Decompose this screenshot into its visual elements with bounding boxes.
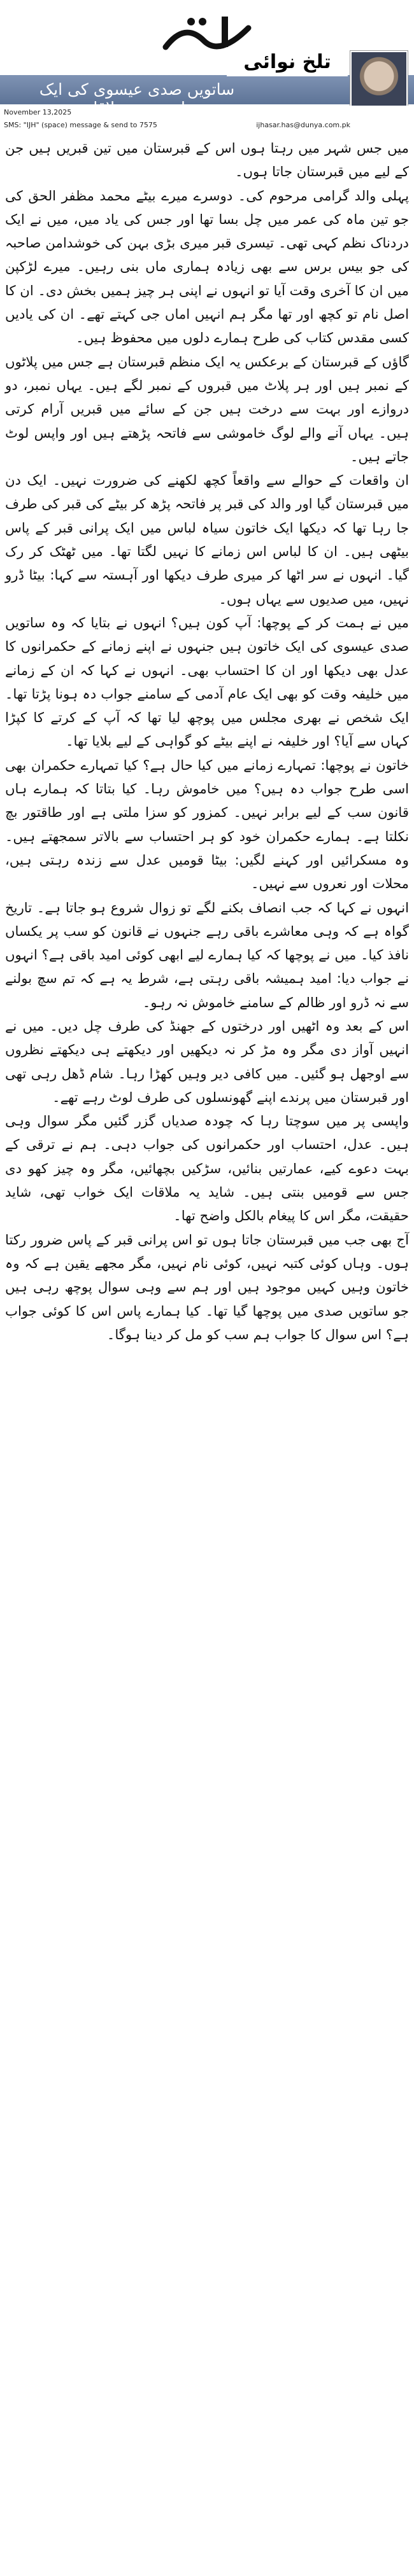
author-email: ijhasar.has@dunya.com.pk — [256, 121, 350, 129]
headline: ساتویں صدی عیسوی کی ایک — [39, 80, 235, 99]
paragraph: گاؤں کے قبرستان کے برعکس یہ ایک منظم قبرستان ہے جس میں پلاٹوں کے نمبر ہیں اور ہر پلاٹ میں قبروں کے نمبر لگے ہیں۔ یہاں نمبر، دو دروازے اور بہت سے درخت ہیں جن کے سائے میں قبریں آرام کرتی ہیں۔ یہاں آنے والے لوگ خاموشی سے فاتحہ پڑھتے ہیں اور واپس لوٹ جاتے ہیں۔ — [5, 353, 409, 464]
paragraph: ان واقعات کے حوالے سے واقعاً کچھ لکھنے کی ضرورت نہیں۔ ایک دن میں قبرستان گیا اور والد کی قبر پر فاتحہ پڑھ کر بیٹے کی قبر کی طرف جا رہا تھا کہ دیکھا ایک خاتون سیاہ لباس میں ایک پرانی قبر کے پاس بیٹھی ہیں۔ ان کا لباس اس زمانے کا نہیں لگتا تھا۔ میں ٹھٹک کر رک گیا۔ انہوں نے سر اٹھا کر میری طرف دیکھا اور آہستہ سے کہا: بیٹا ڈرو نہیں، میں صدیوں سے یہاں ہوں۔ — [5, 472, 409, 607]
paragraph: واپسی پر میں سوچتا رہا کہ چودہ صدیاں گزر گئیں مگر سوال وہی ہیں۔ عدل، احتساب اور حکمرانوں کی جواب دہی۔ ہم نے ترقی کے بہت دعوے کیے، عمارتیں بنائیں، سڑکیں بچھائیں، مگر وہ چیز کھو دی جس سے قومیں بنتی ہیں۔ شاید یہ ملاقات ایک خواب تھی، شاید حقیقت، مگر اس کا پیغام بالکل واضح تھا۔ — [5, 1113, 409, 1224]
article-body — [5, 136, 409, 1346]
publish-date: November 13,2025 — [4, 108, 72, 116]
author-name: تلخ نوائی — [227, 51, 348, 76]
meta-row — [0, 106, 414, 134]
paragraph: انہوں نے کہا کہ جب انصاف بکنے لگے تو زوال شروع ہو جاتا ہے۔ تاریخ گواہ ہے کہ وہی معاشرے باقی رہے جنہوں نے قانون کو سب پر یکساں نافذ کیا۔ میں نے پوچھا کہ کیا ہمارے لیے ابھی کوئی امید باقی ہے؟ انہوں نے جواب دیا: امید ہمیشہ باقی رہتی ہے، شرط یہ ہے کہ تم سچ بولنے سے نہ ڈرو اور ظالم کے سامنے خاموش نہ رہو۔ — [5, 899, 409, 1010]
paragraph: پہلی والد گرامی مرحوم کی۔ دوسرے میرے بیٹے محمد مظفر الحق کی جو تین ماہ کی عمر میں چل بسا تھا اور جس کی یاد میں، میں نے ایک دردناک نظم کہی تھی۔ تیسری قبر میری بڑی بہن کی خوشدامن صاحبہ کی جو بیس برس سے بھی زیادہ ہماری ماں بنی رہیں۔ میرے لڑکپن میں ان کا آخری وقت آیا تو انہوں نے اپنی ہر چیز ہمیں بخش دی۔ ان کا اصل نام تو کچھ اور تھا مگر ہم انہیں اماں جی کہتے تھے۔ ان کی یادیں کسی مقدس کتاب کی طرح ہمارے دلوں میں محفوظ ہیں۔ — [5, 187, 409, 346]
sms-info: SMS: "IJH" (space) message & send to 7575 — [4, 121, 157, 129]
paragraph: اس کے بعد وہ اٹھیں اور درختوں کے جھنڈ کی طرف چل دیں۔ میں نے انہیں آواز دی مگر وہ مڑ کر نہ دیکھیں اور دیکھتے ہی دیکھتے نظروں سے اوجھل ہو گئیں۔ میں کافی دیر وہیں کھڑا رہا۔ شام ڈھل رہی تھی اور قبرستان میں پرندے اپنے گھونسلوں کی طرف لوٹ رہے تھے۔ — [5, 1017, 409, 1105]
paragraph: خاتون نے پوچھا: تمہارے زمانے میں کیا حال ہے؟ کیا تمہارے حکمران بھی اسی طرح جواب دہ ہیں؟ میں خاموش رہا۔ کیا بتاتا کہ ہمارے ہاں قانون سب کے لیے برابر نہیں۔ کمزور کو سزا ملتی ہے اور طاقتور بچ نکلتا ہے۔ ہمارے حکمران خود کو ہر احتساب سے بالاتر سمجھتے ہیں۔ وہ مسکرائیں اور کہنے لگیں: بیٹا قومیں عدل سے زندہ رہتی ہیں، محلات اور نعروں سے نہیں۔ — [5, 756, 409, 892]
paragraph: میں نے ہمت کر کے پوچھا: آپ کون ہیں؟ انہوں نے بتایا کہ وہ ساتویں صدی عیسوی کی ایک خاتون ہیں جنہوں نے اپنے زمانے کے حکمرانوں کا عدل بھی دیکھا اور ان کا احتساب بھی۔ انہوں نے کہا کہ ان کے زمانے میں خلیفہ وقت کو بھی ایک عام آدمی کے سامنے جواب دہ ہونا پڑتا تھا۔ ایک شخص نے بھری مجلس میں پوچھ لیا تھا کہ آپ کے کرتے کا کپڑا کہاں سے آیا؟ اور خلیفہ نے اپنے بیٹے کو گواہی کے لیے بلایا تھا۔ — [5, 614, 409, 749]
paragraph: آج بھی جب میں قبرستان جاتا ہوں تو اس پرانی قبر کے پاس ضرور رکتا ہوں۔ وہاں کوئی کتبہ نہیں، کوئی نام نہیں، مگر مجھے یقین ہے کہ وہ خاتون وہیں کہیں موجود ہیں اور ہم سے وہی سوال پوچھ رہی ہیں جو ساتویں صدی میں پوچھا گیا تھا۔ کیا ہمارے پاس اس کا کوئی جواب ہے؟ اس سوال کا جواب ہم سب کو مل کر دینا ہوگا۔ — [5, 1231, 409, 1342]
paragraph: میں جس شہر میں رہتا ہوں اس کے قبرستان میں تین قبریں ہیں جن کے لیے میں قبرستان جاتا ہوں۔ — [5, 140, 409, 180]
